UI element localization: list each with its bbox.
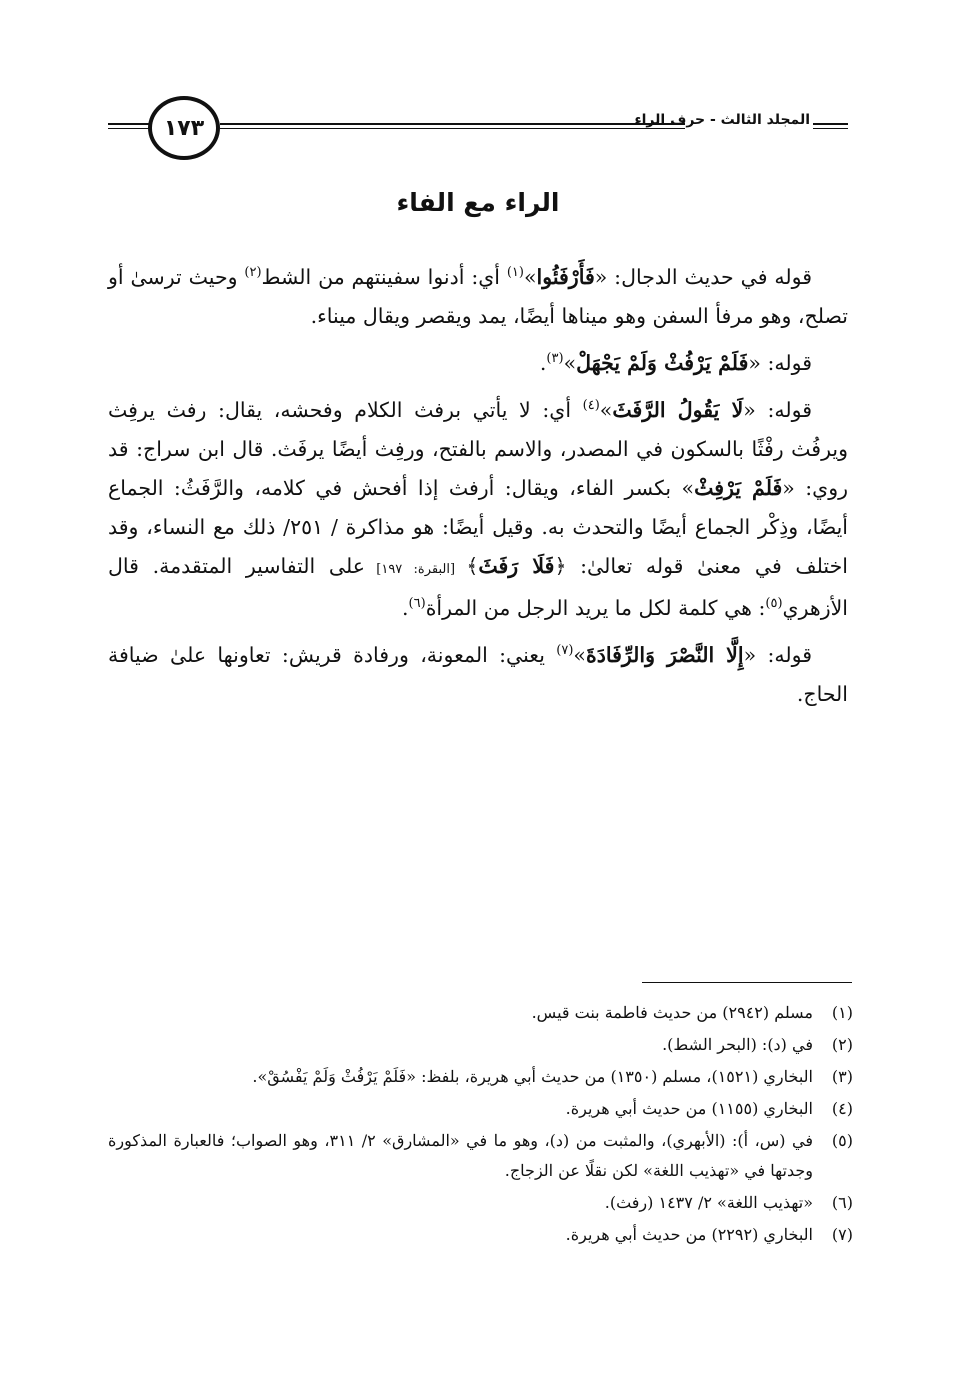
footnote xyxy=(108,1062,853,1092)
hadith-quote: فَلَمْ يَرْفُثْ وَلَمْ يَجْهَلْ xyxy=(576,351,749,375)
running-title: المجلد الثالث - حرف الراء xyxy=(634,112,810,128)
footnote-text: البخاري (٢٢٩٢) من حديث أبي هريرة. xyxy=(565,1225,813,1244)
footnote-ref: (٤) xyxy=(582,398,600,414)
paragraph-text: أي: لا يأتي برفث الكلام وفحشه، يقال: رفث يرفِث ويرفُث رفْثًا بالسكون في المصدر، والاسم بالفتح، ورفِث أيضًا يرفَث. قال ابن سراج: قد روي: « xyxy=(108,398,848,500)
footnote-number: (٦) xyxy=(831,1193,853,1212)
footnote xyxy=(108,1220,853,1250)
paragraph-text: . xyxy=(402,596,409,620)
footnote-number: (٧) xyxy=(831,1225,853,1244)
footnote-number: (٤) xyxy=(831,1099,853,1118)
paragraph-text: أي: أدنوا سفينتهم من الشط xyxy=(261,265,507,289)
footnote-text: مسلم (٢٩٤٢) من حديث فاطمة بنت قيس. xyxy=(531,1003,813,1022)
paragraph-text: » xyxy=(573,643,586,667)
paragraph-text: يعني: المعونة، ورفادة قريش: تعاونها علىٰ ضيافة الحاج. xyxy=(108,643,848,706)
paragraph-text: » بكسر الفاء، ويقال: أرفث إذا أفحش في كلامه، والرَّفَثُ: الجماع أيضًا، وذِكْر الجماع أيضًا والتحدث به. وقيل أيضًا: هو مذاكرة / ٢٥١/ ذلك مع النساء، وقد اختلف في معنىٰ قوله تعالىٰ: ﴿ xyxy=(108,476,848,578)
paragraph-text: على التفاسير المتقدمة. قال الأزهري xyxy=(108,554,848,620)
footnote xyxy=(108,998,853,1028)
paragraph xyxy=(108,391,848,628)
footnote-text: البخاري (١١٥٥) من حديث أبي هريرة. xyxy=(565,1099,813,1118)
footnote-number: (١) xyxy=(831,1003,853,1022)
header-rule xyxy=(220,123,685,125)
quran-quote: فَلَا رَفَثَ xyxy=(478,554,555,578)
footnote-text: في (د): (البحر الشط). xyxy=(662,1035,813,1054)
paragraph-text: قوله في حديث الدجال: « xyxy=(594,265,812,289)
footnote-ref: (٥) xyxy=(765,596,783,612)
header-rule xyxy=(108,128,152,129)
paragraph-text: قوله: « xyxy=(743,398,813,422)
footnote-separator xyxy=(642,982,852,983)
section-heading: الراء مع الفاء xyxy=(396,188,560,217)
hadith-quote: إِلَّا النَّصْرَ وَالرِّفَادَةَ xyxy=(585,643,744,667)
hadith-quote: لَا يَقُولُ الرَّفَثَ xyxy=(612,398,744,422)
paragraph xyxy=(108,636,848,714)
paragraph-text: » xyxy=(523,265,537,289)
header-rule xyxy=(813,123,848,125)
paragraph-text: قوله: « xyxy=(743,643,813,667)
paragraph xyxy=(108,344,848,383)
footnote-number: (٣) xyxy=(831,1067,853,1086)
page-number-badge xyxy=(148,96,220,160)
quran-reference: [البقرة: ١٩٧] xyxy=(365,562,467,577)
paragraph-text: : هي كلمة لكل ما يريد الرجل من المرأة xyxy=(425,596,766,620)
footnote-ref: (٦) xyxy=(408,596,426,612)
running-header xyxy=(108,92,848,170)
footnote-ref: (١) xyxy=(506,265,524,281)
body-text xyxy=(108,258,848,722)
footnote-text: البخاري (١٥٢١)، مسلم (١٣٥٠) من حديث أبي هريرة، بلفظ: «فَلَمْ يَرْفُثْ وَلَمْ يَفْسُقْ». xyxy=(252,1067,813,1086)
header-rule xyxy=(813,128,848,129)
paragraph-text: » xyxy=(599,398,613,422)
header-rule xyxy=(108,123,152,125)
paragraph-text: قوله: « xyxy=(748,351,812,375)
footnote-number: (٢) xyxy=(831,1035,853,1054)
paragraph-text: » xyxy=(563,351,577,375)
header-rule xyxy=(220,128,685,129)
footnote xyxy=(108,1094,853,1124)
footnote xyxy=(108,1126,853,1186)
hadith-quote: فَلَمْ يَرْفِثْ xyxy=(694,476,783,500)
paragraph xyxy=(108,258,848,336)
hadith-quote: فَأَرْفَئُوا xyxy=(536,265,595,289)
paragraph-text: وحيث ترسىٰ أو تصلح، وهو مرفأ السفن وهو ميناها أيضًا، يمد ويقصر ويقال ميناء. xyxy=(108,265,848,328)
footnote-text: في (س، أ): (الأبهري)، والمثبت من (د)، وهو ما في «المشارق» ٢/ ٣١١، وهو الصواب؛ فالعبارة المذكورة وجدتها في «تهذيب اللغة» لكن نقلًا عن الزجاج. xyxy=(108,1131,814,1180)
paragraph-text: . xyxy=(539,351,547,375)
footnote xyxy=(108,1030,853,1060)
footnote xyxy=(108,1188,853,1218)
footnotes xyxy=(108,998,853,1252)
footnote-ref: (٢) xyxy=(244,265,262,281)
paragraph-text: ﴾ xyxy=(466,554,479,578)
footnote-number: (٥) xyxy=(831,1131,853,1150)
footnote-ref: (٧) xyxy=(556,643,574,659)
footnote-ref: (٣) xyxy=(546,351,564,367)
footnote-text: «تهذيب اللغة» ٢/ ١٤٣٧ (رفث). xyxy=(604,1193,813,1212)
page-number: ١٧٣ xyxy=(163,115,205,141)
